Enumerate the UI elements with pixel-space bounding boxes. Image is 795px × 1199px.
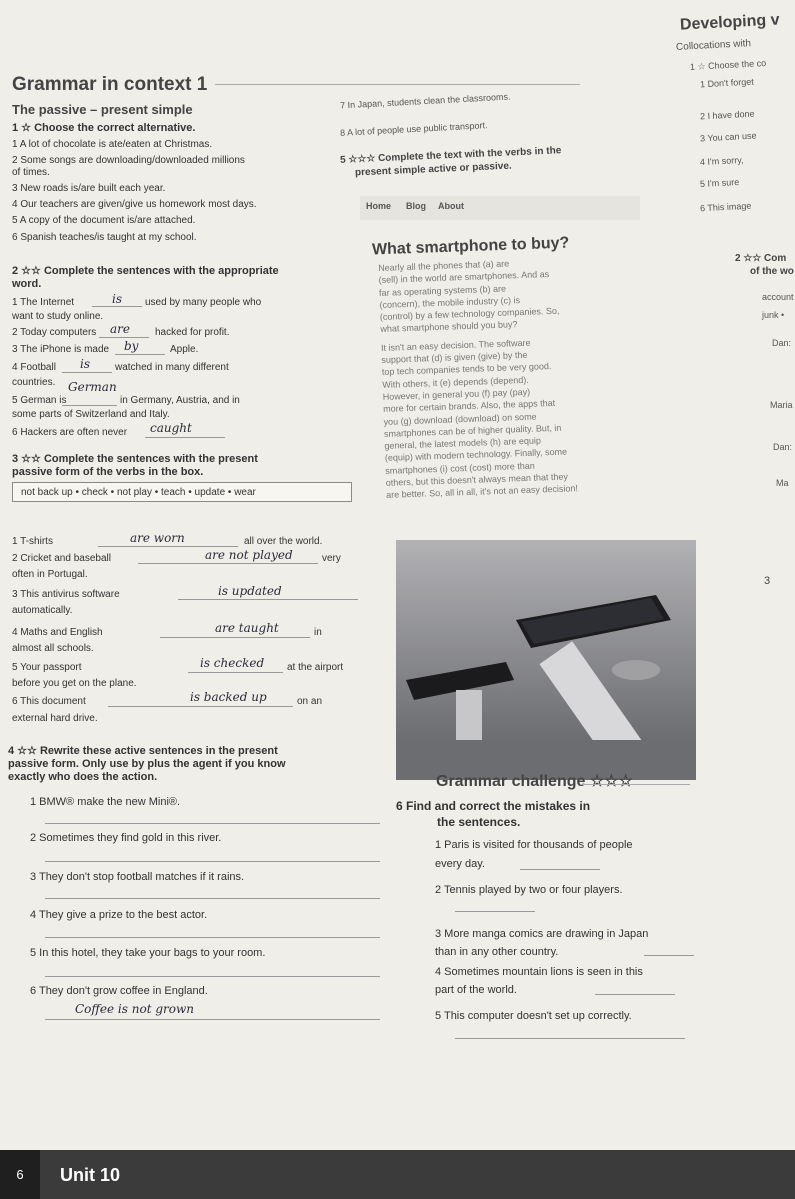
ex2-answer: German — [68, 380, 117, 394]
ex1-item-7: 7 In Japan, students clean the classrooms. — [339, 91, 511, 111]
ex3-row-pre: 5 Your passport — [12, 662, 82, 673]
ex6-item: than in any other country. — [435, 946, 559, 958]
blog-line: (control) by a few technology companies. So, — [379, 305, 560, 323]
blog-line: support that (d) is given (give) by the — [381, 349, 528, 366]
ex2-answer: are — [110, 322, 130, 336]
ex6-item: part of the world. — [435, 984, 517, 996]
ex3-title: 3 ☆☆ Complete the sentences with the present — [12, 453, 258, 465]
ex4-item: 1 BMW® make the new Mini®. — [30, 796, 181, 808]
ex3-answer: is updated — [218, 584, 282, 598]
ex3-answer: are worn — [130, 531, 185, 545]
blog-line: (sell) in the world are smartphones. And as — [378, 269, 550, 286]
ex2-row-post: used by many people who — [145, 297, 262, 308]
blog-line: far as operating systems (b) are — [378, 283, 507, 298]
ex2-row-post: Apple. — [170, 344, 199, 355]
ex3-row-pre: before you get on the plane. — [12, 678, 137, 689]
ex5-title-2: present simple active or passive. — [354, 160, 512, 179]
blog-line: It isn't an easy decision. The software — [380, 337, 531, 353]
margin-ex2-title-2: of the wo — [750, 266, 794, 277]
ex1-item: of times. — [12, 167, 50, 178]
blog-line: smartphones can be of higher quality. But, in — [383, 422, 562, 439]
ex3-answer: are taught — [215, 621, 279, 635]
ex4-item: 5 In this hotel, they take your bags to your room. — [30, 947, 266, 959]
ex6-item: 3 More manga comics are drawing in Japan — [435, 928, 649, 940]
ex1-item: 2 Some songs are downloading/downloaded millions — [12, 155, 245, 166]
ex2-row-pre: want to study online. — [12, 311, 104, 322]
unit-label: Unit 10 — [60, 1165, 121, 1185]
margin-ex3: 3 — [764, 575, 771, 587]
blog-heading: What smartphone to buy? — [371, 234, 570, 259]
blog-line: more for certain brands. Also, the apps that — [382, 398, 556, 415]
blog-line: you (g) download (download) on some — [383, 411, 537, 427]
ex2-row-pre: 4 Football — [12, 362, 56, 373]
margin-word: account — [762, 292, 794, 302]
ex1-title: 1 ☆ Choose the correct alternative. — [12, 122, 196, 134]
ex3-row-pre: almost all schools. — [12, 643, 94, 654]
blog-line: (concern), the mobile industry (c) is — [379, 294, 521, 310]
blog-line: others, but this doesn't always mean that they — [385, 471, 569, 488]
ex4-title: 4 ☆☆ Rewrite these active sentences in the present — [8, 745, 278, 757]
grammar-context-title: Grammar in context 1 — [12, 74, 208, 95]
blog-line: general, the latest models (h) are equip — [384, 435, 542, 452]
ex3-word-box: not back up • check • not play • teach • update • wear — [12, 482, 352, 502]
ex1-item: 6 Spanish teaches/is taught at my school. — [12, 232, 197, 243]
developing-heading: Developing v — [679, 11, 780, 34]
ex4-title-2: passive form. Only use by plus the agent if you know — [8, 758, 286, 770]
margin-line: 3 You can use — [699, 130, 757, 144]
ex4-answer-6: Coffee is not grown — [75, 1002, 194, 1016]
ex2-answer: by — [124, 339, 139, 353]
ex2-title-2: word. — [12, 278, 42, 290]
margin-name: Dan: — [772, 338, 792, 348]
ex2-row-pre: 1 The Internet — [12, 297, 75, 308]
ex3-row-pre: 4 Maths and English — [12, 627, 103, 638]
margin-line: 4 I'm sorry, — [699, 154, 744, 168]
ex2-row-pre: 6 Hackers are often never — [12, 427, 128, 438]
ex3-title-2: passive form of the verbs in the box. — [12, 466, 204, 478]
title-rule — [215, 84, 580, 85]
ex6-item: 4 Sometimes mountain lions is seen in this — [435, 966, 643, 978]
margin-name: Ma — [776, 478, 789, 488]
margin-line: 6 This image — [699, 200, 752, 214]
ex2-row-pre: 2 Today computers — [12, 327, 97, 338]
blog-line: what smartphone should you buy? — [380, 319, 518, 335]
ex3-answer: is backed up — [190, 690, 267, 704]
nav-blog[interactable]: Blog — [406, 201, 426, 211]
blog-line: With others, it (e) depends (depend). — [382, 374, 529, 390]
blog-line: Nearly all the phones that (a) are — [378, 258, 510, 273]
ex3-row-pre: external hard drive. — [12, 713, 98, 724]
passive-subtitle: The passive – present simple — [12, 102, 193, 117]
ex4-item: 4 They give a prize to the best actor. — [30, 909, 208, 921]
margin-ex2-title: 2 ☆☆ Com — [735, 253, 787, 264]
ex3-row-pre: 3 This antivirus software — [12, 589, 120, 600]
ex3-row-post: all over the world. — [244, 536, 323, 547]
blog-line: smartphones (i) cost (cost) more than — [385, 460, 535, 476]
challenge-title: Grammar challenge ☆☆☆ — [436, 773, 633, 790]
ex3-row-post: very — [322, 553, 341, 564]
ex3-row-pre: 1 T-shirts — [12, 536, 53, 547]
ex4-item: 6 They don't grow coffee in England. — [30, 985, 208, 997]
ex1-item: 5 A copy of the document is/are attached. — [12, 215, 196, 226]
ex2-row-post: in Germany, Austria, and in — [120, 395, 240, 406]
ex6-title: 6 Find and correct the mistakes in — [396, 799, 591, 813]
margin-line: 1 Don't forget — [699, 76, 754, 90]
ex6-title-2: the sentences. — [437, 815, 521, 829]
ex3-row-pre: often in Portugal. — [12, 569, 88, 580]
ex4-item: 2 Sometimes they find gold in this river. — [30, 832, 222, 844]
ex4-title-3: exactly who does the action. — [8, 771, 158, 783]
ex6-item: 1 Paris is visited for thousands of people — [435, 839, 633, 851]
ex2-row-pre: countries. — [12, 377, 56, 388]
margin-name: Maria — [770, 400, 793, 410]
ex2-row-post: hacked for profit. — [155, 327, 230, 338]
ex1-item-8: 8 A lot of people use public transport. — [339, 120, 488, 138]
ex2-answer: is — [80, 357, 90, 371]
ex4-item: 3 They don't stop football matches if it rains. — [30, 871, 245, 883]
ex3-row-pre: 2 Cricket and baseball — [12, 553, 111, 564]
ex3-row-post: at the airport — [287, 662, 344, 673]
ex3-row-pre: 6 This document — [12, 696, 86, 707]
ex2-row-pre: 3 The iPhone is made — [12, 344, 110, 355]
nav-about[interactable]: About — [438, 201, 464, 211]
ex3-row-pre: automatically. — [12, 605, 73, 616]
blog-line: top tech companies tends to be very good. — [381, 361, 552, 378]
ex5-title: 5 ☆☆☆ Complete the text with the verbs in the — [339, 145, 562, 166]
nav-home[interactable]: Home — [366, 201, 392, 211]
ex2-title: 2 ☆☆ Complete the sentences with the appropriate — [12, 265, 279, 277]
ex2-answer: caught — [150, 421, 192, 435]
margin-line: 1 ☆ Choose the co — [689, 58, 767, 72]
page-number: 6 — [0, 1150, 40, 1199]
ex2-answer: is — [112, 292, 122, 306]
ex2-row-pre: some parts of Switzerland and Italy. — [12, 409, 170, 420]
ex1-item: 4 Our teachers are given/give us homework most days. — [12, 199, 257, 210]
ex3-row-post: on an — [297, 696, 323, 707]
blog-line: However, in general you (f) pay (pay) — [382, 386, 531, 402]
challenge-rule — [580, 784, 690, 785]
margin-line: 2 I have done — [699, 108, 755, 122]
ex3-answer: are not played — [205, 548, 293, 562]
ex2-row-pre: 5 German is — [12, 395, 67, 406]
ex1-item: 1 A lot of chocolate is ate/eaten at Christmas. — [12, 139, 213, 150]
ex6-item: every day. — [435, 858, 485, 870]
margin-line: 5 I'm sure — [699, 176, 740, 190]
ex6-item: 2 Tennis played by two or four players. — [435, 884, 623, 896]
margin-word: junk • — [762, 310, 785, 320]
margin-name: Dan: — [773, 442, 793, 452]
ex1-item: 3 New roads is/are built each year. — [12, 183, 166, 194]
blog-line: are better. So, all in all, it's not an easy decision! — [385, 483, 579, 501]
smartphone-photo — [396, 200, 696, 780]
ex2-row-post: watched in many different — [115, 362, 229, 373]
blog-line: (equip) with modern technology. Finally, some — [384, 446, 568, 464]
ex3-row-post: in — [314, 627, 322, 638]
ex3-answer: is checked — [200, 656, 265, 670]
collocations-heading: Collocations with — [675, 38, 752, 53]
ex6-item: 5 This computer doesn't set up correctly. — [435, 1010, 632, 1022]
